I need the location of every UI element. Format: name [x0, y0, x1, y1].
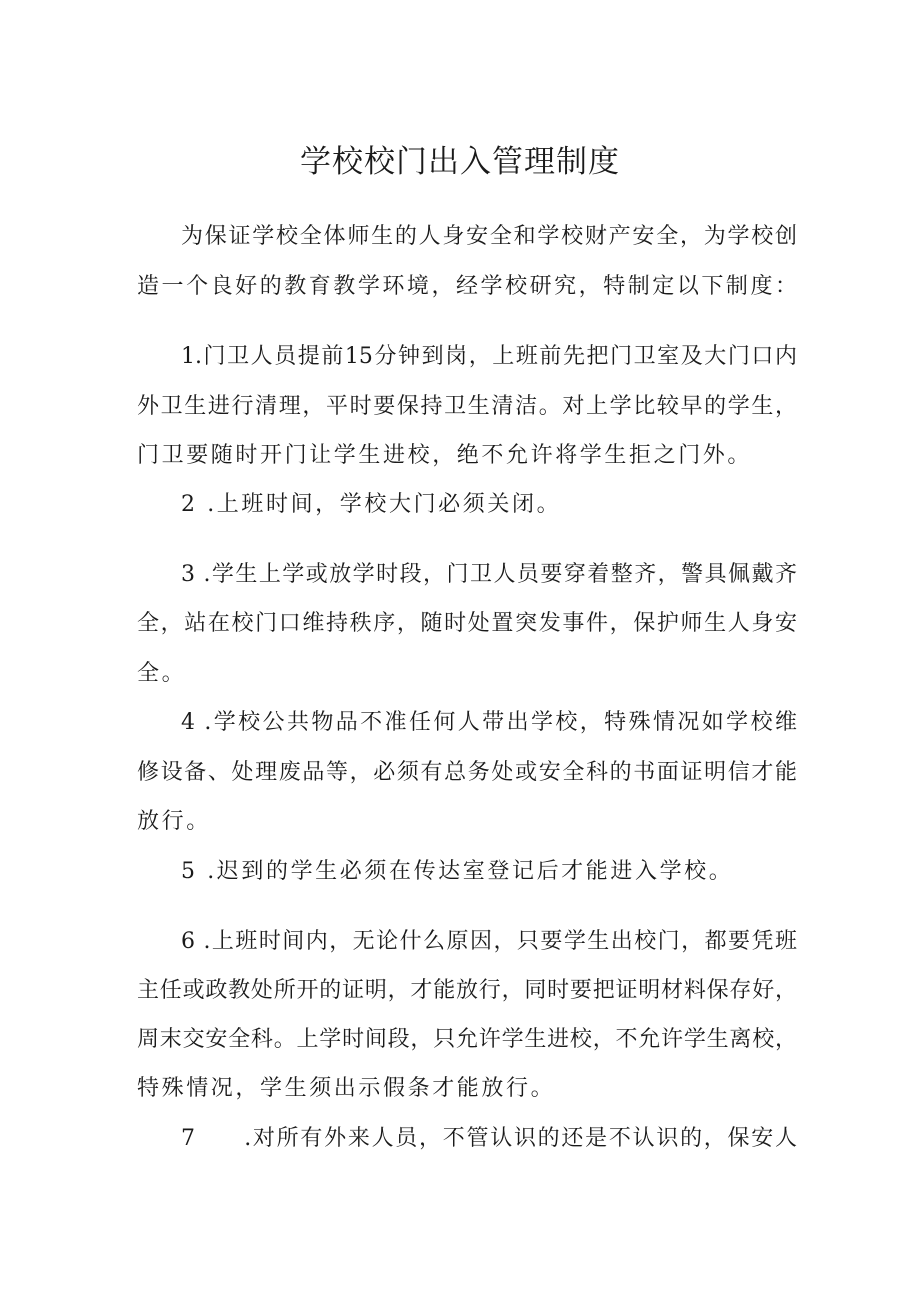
intro-line-1: 为保证学校全体师生的人身安全和学校财产安全，为学校创: [181, 224, 797, 249]
rule-6-line-1: 6 .上班时间内，无论什么原因，只要学生出校门，都要凭班: [181, 929, 797, 954]
rule-2-line-1: 2 .上班时间，学校大门必须关闭。: [181, 492, 562, 517]
rule-6-line-3: 周末交安全科。上学时间段，只允许学生进校，不允许学生离校，: [137, 1027, 797, 1052]
rule-4-line-2: 修设备、处理废品等，必须有总务处或安全科的书面证明信才能: [137, 760, 797, 785]
rule-7-line-1: 7 .对所有外来人员，不管认识的还是不认识的，保安人: [181, 1126, 797, 1151]
rule-1-line-1: 1.门卫人员提前15分钟到岗，上班前先把门卫室及大门口内: [181, 344, 797, 369]
rule-6-line-4: 特殊情况，学生须出示假条才能放行。: [137, 1076, 556, 1101]
rule-3-line-2: 全，站在校门口维持秩序，随时处置突发事件，保护师生人身安: [137, 611, 797, 636]
document-title: 学校校门出入管理制度: [300, 144, 620, 180]
intro-line-2: 造一个良好的教育教学环境，经学校研究，特制定以下制度：: [137, 274, 797, 299]
rule-3-line-1: 3 .学生上学或放学时段，门卫人员要穿着整齐，警具佩戴齐: [181, 562, 797, 587]
rule-1-line-2: 外卫生进行清理，平时要保持卫生清洁。对上学比较早的学生，: [137, 394, 797, 419]
rule-1-line-3: 门卫要随时开门让学生进校，绝不允许将学生拒之门外。: [137, 443, 753, 468]
rule-4-line-1: 4 .学校公共物品不准任何人带出学校，特殊情况如学校维: [181, 710, 797, 735]
rule-4-line-3: 放行。: [137, 809, 211, 834]
rule-3-line-3: 全。: [137, 661, 187, 686]
rule-6-line-2: 主任或政教处所开的证明，才能放行，同时要把证明材料保存好，: [137, 978, 797, 1003]
rule-5-line-1: 5 .迟到的学生必须在传达室登记后才能进入学校。: [181, 859, 734, 884]
